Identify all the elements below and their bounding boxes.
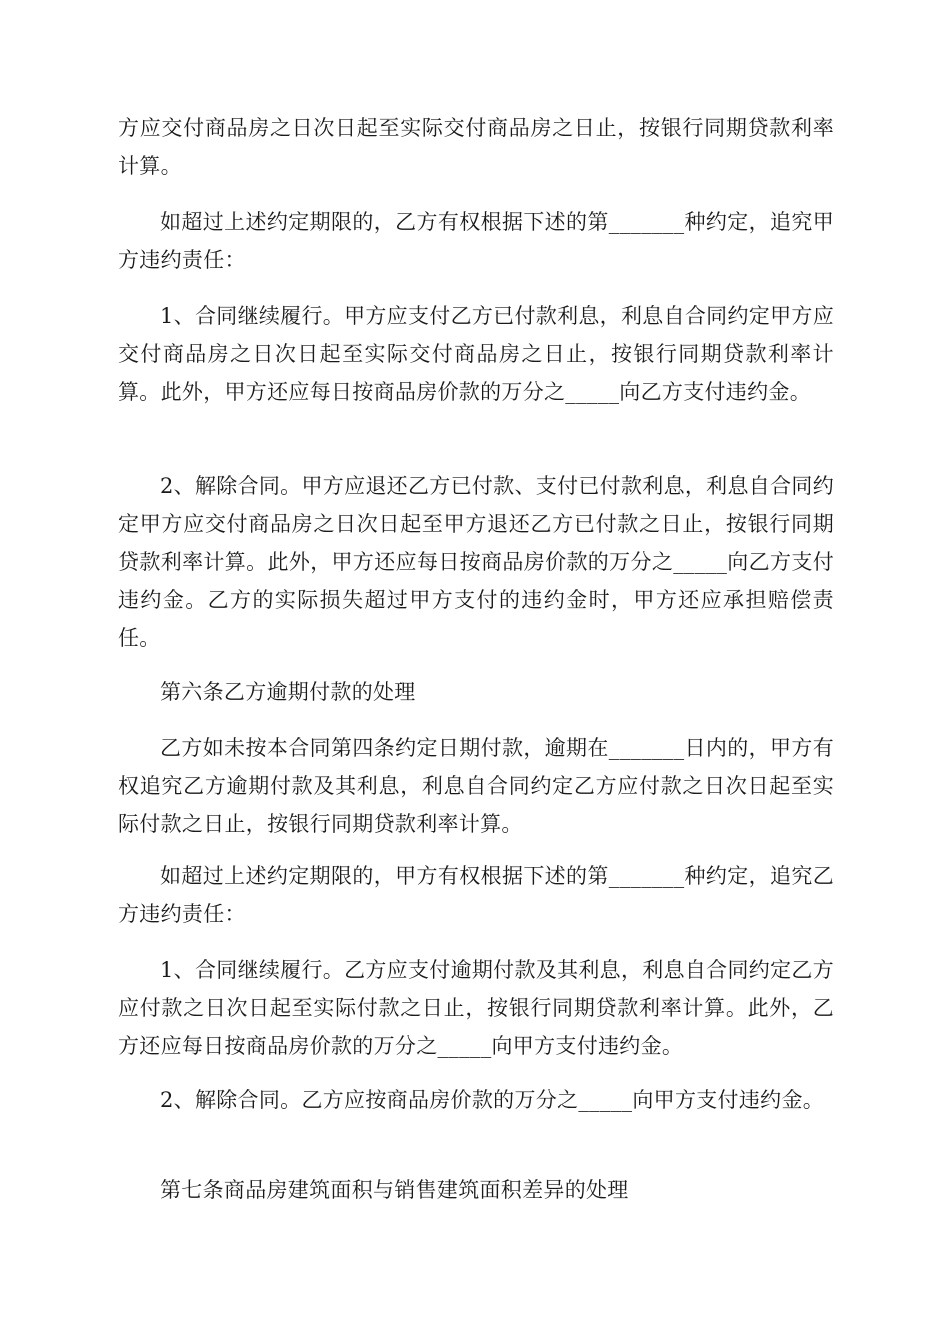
paragraph-seller-option-2: 2、解除合同。甲方应退还乙方已付款、支付已付款利息，利息自合同约定甲方应交付商品房之日次日起至甲方退还乙方已付款之日止，按银行同期贷款利率计算。此外，甲方还应每日按商品房价款的万分之_____向乙方支付违约金。乙方的实际损失超过甲方支付的违约金时，甲方还应承担赔偿责任。 xyxy=(118,474,834,650)
section-heading-article-6: 第六条乙方逾期付款的处理 xyxy=(160,680,416,704)
section-heading-article-7: 第七条商品房建筑面积与销售建筑面积差异的处理 xyxy=(160,1178,629,1202)
paragraph-seller-breach-options: 如超过上述约定期限的，乙方有权根据下述的第_______种约定，追究甲方违约责任： xyxy=(118,210,834,272)
paragraph-buyer-breach-options: 如超过上述约定期限的，甲方有权根据下述的第_______种约定，追究乙方违约责任： xyxy=(118,864,834,926)
paragraph-seller-option-1: 1、合同继续履行。甲方应支付乙方已付款利息，利息自合同约定甲方应交付商品房之日次日起至实际交付商品房之日止，按银行同期贷款利率计算。此外，甲方还应每日按商品房价款的万分之_____向乙方支付违约金。 xyxy=(118,304,834,404)
paragraph-buyer-option-2: 2、解除合同。乙方应按商品房价款的万分之_____向甲方支付违约金。 xyxy=(160,1088,825,1112)
paragraph-buyer-option-1: 1、合同继续履行。乙方应支付逾期付款及其利息，利息自合同约定乙方应付款之日次日起至实际付款之日止，按银行同期贷款利率计算。此外，乙方还应每日按商品房价款的万分之_____向甲方支付违约金。 xyxy=(118,958,834,1058)
paragraph-buyer-late-payment: 乙方如未按本合同第四条约定日期付款，逾期在_______日内的，甲方有权追究乙方逾期付款及其利息，利息自合同约定乙方应付款之日次日起至实际付款之日止，按银行同期贷款利率计算。 xyxy=(118,736,834,836)
paragraph-continuation: 方应交付商品房之日次日起至实际交付商品房之日止，按银行同期贷款利率计算。 xyxy=(118,116,834,178)
